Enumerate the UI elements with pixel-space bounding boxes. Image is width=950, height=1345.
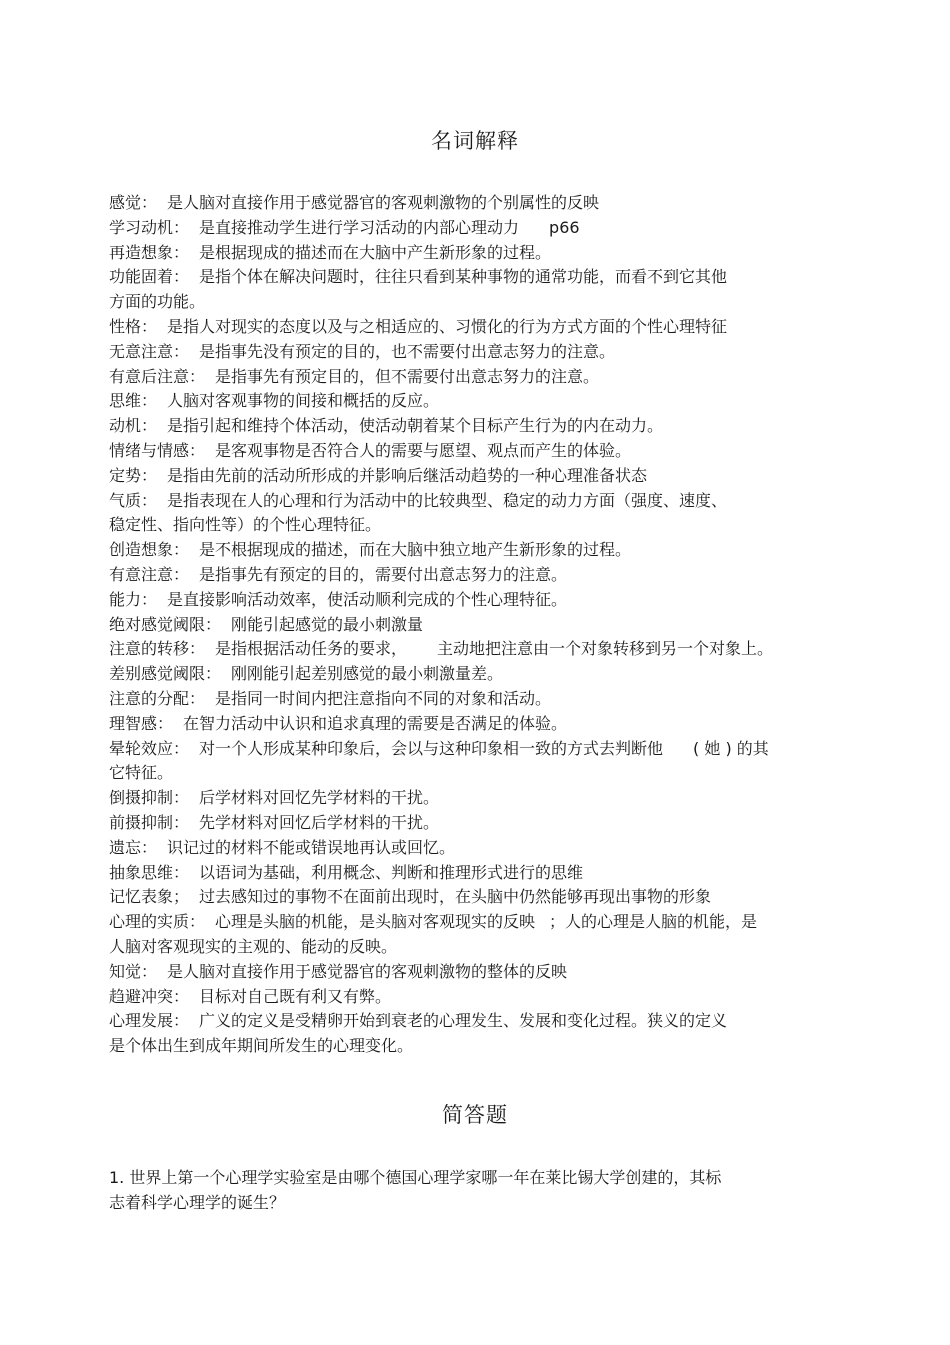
term-line: 动机： 是指引起和维持个体活动，使活动朝着某个目标产生行为的内在动力。 (109, 416, 664, 436)
term-line: 注意的转移： 是指根据活动任务的要求， 主动地把注意由一个对象转移到另一个对象上。 (109, 639, 774, 659)
term-continuation: 它特征。 (109, 763, 174, 783)
term-line: 气质： 是指表现在人的心理和行为活动中的比较典型、稳定的动力方面（强度、速度、 (109, 490, 728, 510)
term-line: 差别感觉阈限： 刚刚能引起差别感觉的最小刺激量差。 (109, 664, 504, 684)
term-line: 知觉： 是人脑对直接作用于感觉器官的客观刺激物的整体的反映 (109, 961, 568, 981)
term-line: 能力： 是直接影响活动效率，使活动顺利完成的个性心理特征。 (109, 589, 568, 609)
question-1 (109, 1166, 849, 1216)
term-line: 有意后注意： 是指事先有预定目的，但不需要付出意志努力的注意。 (109, 366, 600, 386)
term-line: 前摄抑制： 先学材料对回忆后学材料的干扰。 (109, 812, 440, 832)
term-continuation: 人脑对客观现实的主观的、能动的反映。 (109, 936, 398, 956)
term-line: 功能固着： 是指个体在解决问题时，往往只看到某种事物的通常功能，而看不到它其他 (109, 267, 728, 287)
term-line: 思维： 人脑对客观事物的间接和概括的反应。 (109, 391, 440, 411)
term-line: 趋避冲突： 目标对自己既有利又有弊。 (109, 986, 392, 1006)
page-reference: p66 (549, 217, 580, 237)
term-line: 创造想象： 是不根据现成的描述，而在大脑中独立地产生新形象的过程。 (109, 540, 632, 560)
term-line: 抽象思维： 以语词为基础，利用概念、判断和推理形式进行的思维 (109, 862, 584, 882)
term-line: 倒摄抑制： 后学材料对回忆先学材料的干扰。 (109, 788, 440, 808)
term-line: 注意的分配： 是指同一时间内把注意指向不同的对象和活动。 (109, 688, 552, 708)
term-continuation: 方面的功能。 (109, 292, 206, 312)
term-line: 定势： 是指由先前的活动所形成的并影响后继活动趋势的一种心理准备状态 (109, 465, 648, 485)
term-line: 性格： 是指人对现实的态度以及与之相适应的、习惯化的行为方式方面的个性心理特征 (109, 316, 728, 336)
term-line: 感觉： 是人脑对直接作用于感觉器官的客观刺激物的个别属性的反映 (109, 193, 600, 212)
term-line: 学习动机： 是直接推动学生进行学习活动的内部心理动力 p66 (109, 217, 580, 237)
term-line: 情绪与情感： 是客观事物是否符合人的需要与愿望、观点而产生的体验。 (109, 440, 632, 460)
term-line: 晕轮效应： 对一个人形成某种印象后，会以与这种印象相一致的方式去判断他 ( 她 ) 的其 (109, 738, 769, 758)
term-line: 遗忘： 识记过的材料不能或错误地再认或回忆。 (109, 837, 456, 857)
term-line: 心理的实质： 心理是头脑的机能，是头脑对客观现实的反映 ；人的心理是人脑的机能，是 (109, 912, 758, 932)
term-definitions (109, 191, 849, 1059)
term-line: 理智感： 在智力活动中认识和追求真理的需要是否满足的体验。 (109, 713, 568, 733)
term-line: 再造想象： 是根据现成的描述而在大脑中产生新形象的过程。 (109, 242, 552, 262)
term-line: 记忆表象； 过去感知过的事物不在面前出现时，在头脑中仍然能够再现出事物的形象 (109, 887, 712, 907)
term-continuation: 是个体出生到成年期间所发生的心理变化。 (109, 1036, 414, 1056)
section-title-terms: 名词解释 (431, 129, 519, 153)
question-line: 1. 世界上第一个心理学实验室是由哪个德国心理学家哪一年在莱比锡大学创建的，其标 (109, 1168, 722, 1187)
term-continuation: 稳定性、指向性等）的个性心理特征。 (109, 515, 382, 535)
term-line: 有意注意： 是指事先有预定的目的，需要付出意志努力的注意。 (109, 564, 568, 584)
section-title-short-answer: 简答题 (442, 1103, 508, 1127)
term-line: 无意注意： 是指事先没有预定的目的，也不需要付出意志努力的注意。 (109, 341, 616, 361)
term-line: 心理发展： 广义的定义是受精卵开始到衰老的心理发生、发展和变化过程。狭义的定义 (109, 1011, 728, 1031)
term-line: 绝对感觉阈限： 刚能引起感觉的最小刺激量 (109, 614, 424, 634)
question-line: 志着科学心理学的诞生？ (109, 1192, 286, 1212)
